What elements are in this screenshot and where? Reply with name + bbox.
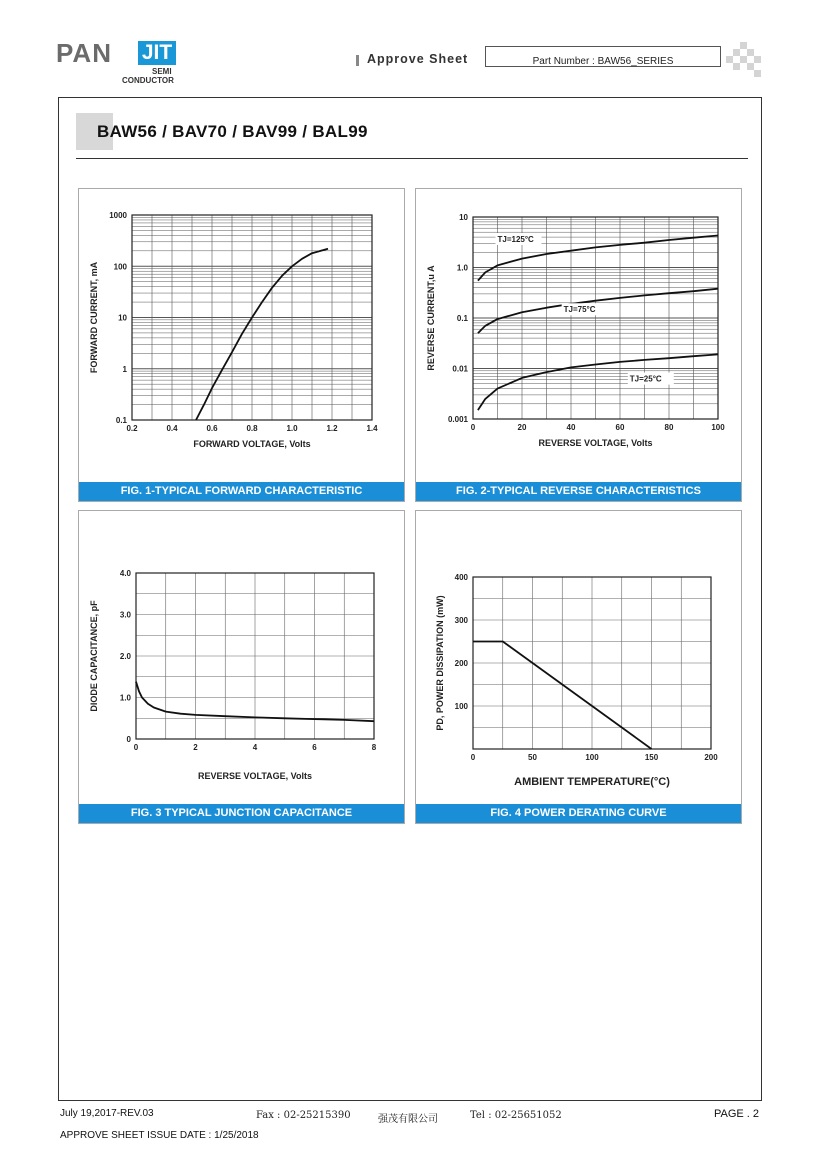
footer-page-number: PAGE . 2 xyxy=(714,1108,760,1120)
y-tick-label: 1 xyxy=(122,364,127,374)
x-tick-label: 4 xyxy=(252,743,258,752)
y-tick-label: 0.001 xyxy=(447,415,468,424)
logo-semi-text: SEMI xyxy=(152,67,172,76)
y-tick-label: 0.1 xyxy=(456,314,468,323)
y-tick-label: 400 xyxy=(454,573,468,582)
x-tick-label: 2 xyxy=(193,743,198,752)
x-tick-label: 40 xyxy=(566,423,576,432)
x-tick-label: 100 xyxy=(585,753,599,762)
footer-fax: Fax : 02-25215390 xyxy=(256,1110,351,1121)
y-axis-title: PD, POWER DISSIPATION (mW) xyxy=(435,595,445,731)
fig4-caption: FIG. 4 POWER DERATING CURVE xyxy=(416,804,741,823)
y-tick-label: 3.0 xyxy=(119,610,131,620)
footer-company: 强茂有限公司 xyxy=(378,1114,438,1125)
x-tick-label: 1.4 xyxy=(366,424,378,433)
fig4-chart xyxy=(416,511,740,803)
title-divider xyxy=(76,158,748,159)
x-tick-label: 6 xyxy=(312,743,317,752)
x-tick-label: 1.0 xyxy=(286,424,298,433)
y-tick-label: 0.01 xyxy=(452,364,468,374)
footer-tel: Tel : 02-25651052 xyxy=(470,1110,562,1121)
x-tick-label: 8 xyxy=(371,743,377,752)
x-tick-label: 0.2 xyxy=(126,424,138,433)
part-number-box: Part Number : BAW56_SERIES xyxy=(485,46,721,67)
fig2-panel xyxy=(415,188,742,502)
series-label: TJ=75°C xyxy=(563,305,596,315)
x-tick-label: 80 xyxy=(664,423,674,432)
fig3-caption: FIG. 3 TYPICAL JUNCTION CAPACITANCE xyxy=(79,804,404,823)
company-logo xyxy=(56,38,186,88)
x-tick-label: 0.4 xyxy=(166,424,178,433)
y-tick-label: 10 xyxy=(118,313,127,323)
x-tick-label: 20 xyxy=(517,423,527,432)
fig2-chart xyxy=(416,189,740,481)
y-tick-label: 100 xyxy=(454,702,468,711)
y-tick-label: 4.0 xyxy=(119,569,131,578)
y-tick-label: 100 xyxy=(113,262,127,272)
logo-jit-text: JIT xyxy=(138,41,176,65)
logo-pan-text: PAN xyxy=(56,38,112,68)
y-axis-title: REVERSE CURRENT,u A xyxy=(426,265,436,371)
fig1-panel xyxy=(78,188,405,502)
x-tick-label: 1.2 xyxy=(326,424,338,433)
y-tick-label: 200 xyxy=(454,659,468,668)
x-tick-label: 150 xyxy=(644,753,659,762)
approve-sheet-label: Approve Sheet xyxy=(367,52,469,66)
series-label: TJ=25°C xyxy=(629,374,662,384)
approve-bar-mark xyxy=(356,55,359,66)
footer-date-rev: July 19,2017-REV.03 xyxy=(60,1108,154,1119)
x-axis-title: FORWARD VOLTAGE, Volts xyxy=(193,439,311,449)
x-axis-title: AMBIENT TEMPERATURE(°C) xyxy=(514,776,670,788)
fig1-caption: FIG. 1-TYPICAL FORWARD CHARACTERISTIC xyxy=(79,482,404,501)
fig1-chart xyxy=(79,189,403,481)
x-axis-title: REVERSE VOLTAGE, Volts xyxy=(197,771,313,781)
x-tick-label: 100 xyxy=(711,423,725,432)
x-tick-label: 0 xyxy=(133,743,139,752)
logo-conductor-text: CONDUCTOR xyxy=(122,76,174,85)
fig4-panel xyxy=(415,510,742,824)
y-tick-label: 10 xyxy=(459,213,468,222)
page-title: BAW56 / BAV70 / BAV99 / BAL99 xyxy=(97,122,368,141)
y-tick-label: 1.0 xyxy=(119,693,131,703)
y-axis-title: FORWARD CURRENT, mA xyxy=(89,261,99,374)
y-tick-label: 1.0 xyxy=(456,263,468,273)
y-tick-label: 1000 xyxy=(109,211,127,220)
x-tick-label: 60 xyxy=(615,423,625,432)
y-tick-label: 0.1 xyxy=(115,416,127,425)
series-label: TJ=125°C xyxy=(497,234,534,244)
fig3-panel xyxy=(78,510,405,824)
footer-issue-date: APPROVE SHEET ISSUE DATE : 1/25/2018 xyxy=(60,1130,259,1141)
y-tick-label: 2.0 xyxy=(119,652,131,661)
x-tick-label: 0 xyxy=(470,423,476,432)
fig2-caption: FIG. 2-TYPICAL REVERSE CHARACTERISTICS xyxy=(416,482,741,501)
x-tick-label: 200 xyxy=(704,753,718,762)
x-tick-label: 50 xyxy=(528,753,537,762)
x-tick-label: 0 xyxy=(470,753,476,762)
y-axis-title: DIODE CAPACITANCE, pF xyxy=(89,600,99,712)
series-line-2 xyxy=(478,354,718,410)
x-axis-title: REVERSE VOLTAGE, Volts xyxy=(538,438,653,448)
y-tick-label: 0 xyxy=(126,735,131,744)
x-tick-label: 0.6 xyxy=(206,424,218,433)
y-tick-label: 300 xyxy=(454,616,468,625)
decorative-squares-icon xyxy=(726,42,762,78)
x-tick-label: 0.8 xyxy=(246,424,258,433)
fig3-chart xyxy=(79,511,403,803)
